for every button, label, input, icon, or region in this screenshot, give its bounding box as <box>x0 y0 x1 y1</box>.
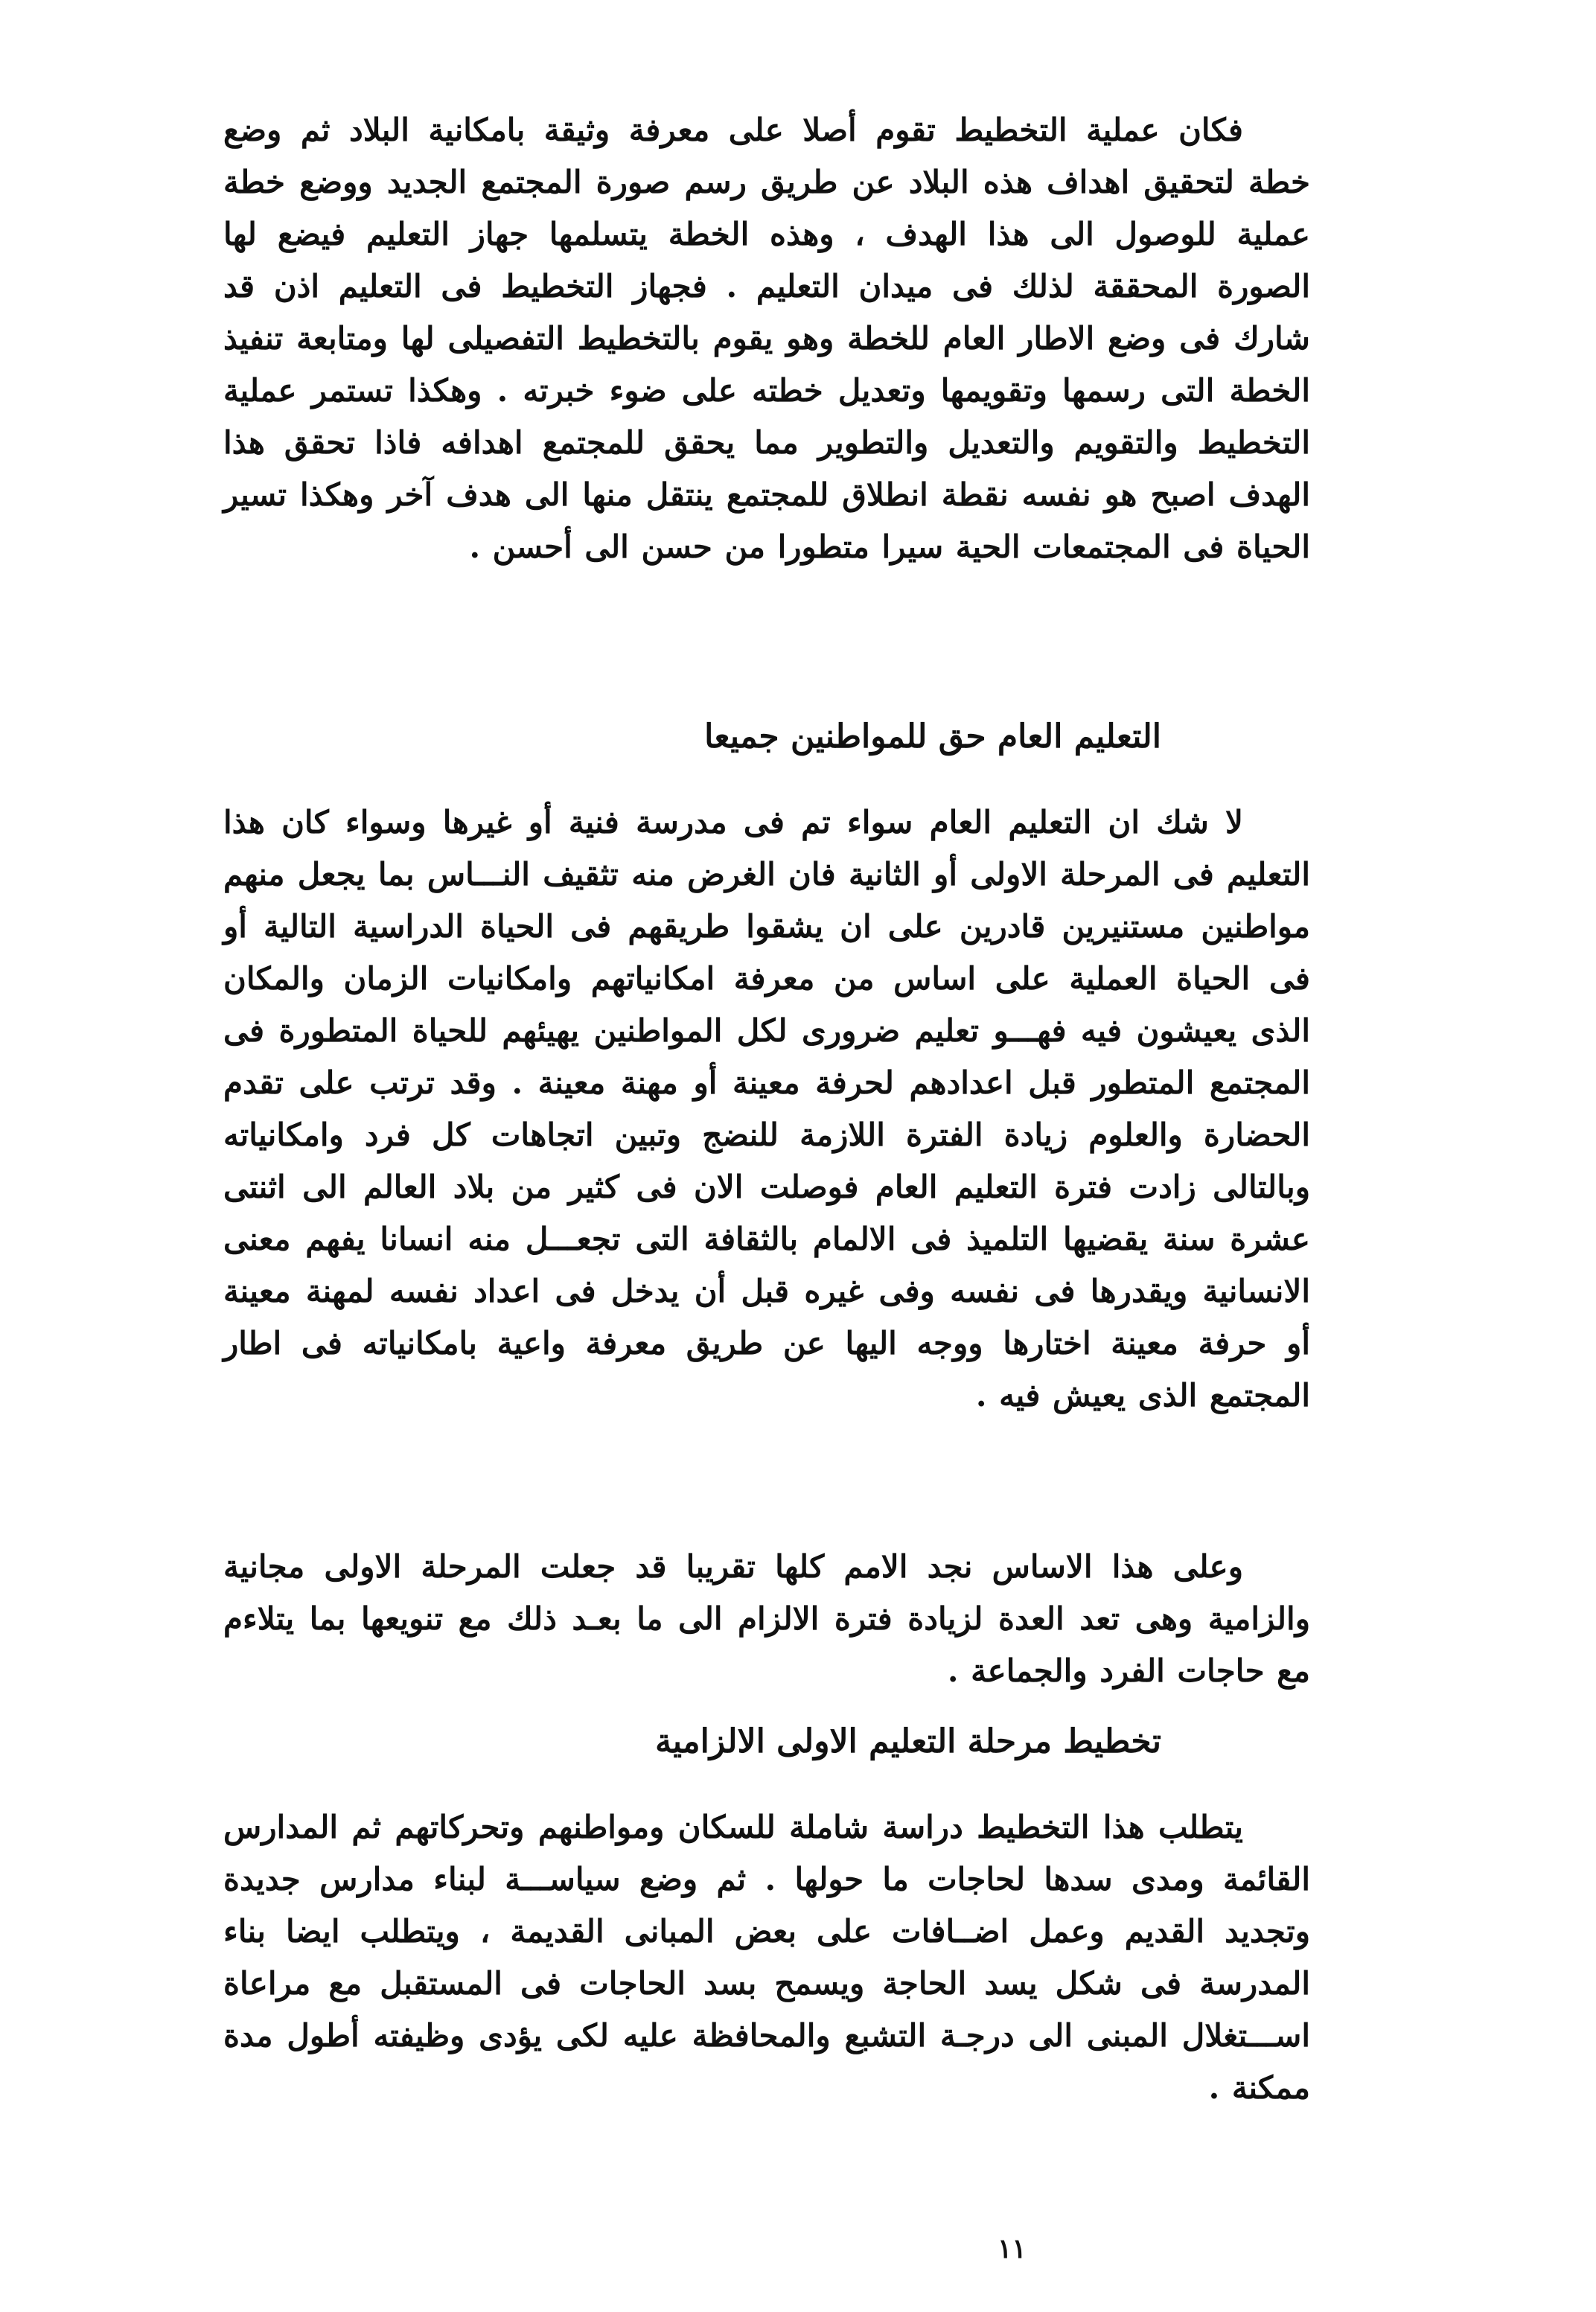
paragraph-compulsory-stage: وعلى هذا الاساس نجد الامم كلها تقريبا قد جعلت المرحلة الاولى مجانية والزامية وهى تعد العدة لزيادة فترة الالزام الى ما بعـد ذلك مع تنويعها بما يتلاءم مع حاجات الفرد والجماعة . <box>223 1548 1310 1689</box>
section-heading-first-stage-planning: تخطيط مرحلة التعليم الاولى الالزامية <box>655 1722 1161 1760</box>
paragraph-school-building-planning: يتطلب هذا التخطيط دراسة شاملة للسكان ومواطنهم وتحركاتهم ثم المدارس القائمة ومدى سدها لحاجات ما حولها . ثم وضع سياســـة لبناء مدارس جديدة وتجديد القديم وعمل اضــافات على بعض المبانى القديمة ، ويتطلب ايضا بناء المدرسة فى شكل يسد الحاجة ويسمح بسد الحاجات فى المستقبل مع مراعاة اســـتغلال المبنى الى درجـة التشبع والمحافظة عليه لكى يؤدى وظيفته أطول مدة ممكنة . <box>223 1809 1311 2106</box>
paragraph-planning-process: فكان عملية التخطيط تقوم أصلا على معرفة وثيقة بامكانية البلاد ثم وضع خطة لتحقيق اهداف هذه البلاد عن طريق رسم صورة المجتمع الجديد ووضع خطة عملية للوصول الى هذا الهدف ، وهذه الخطة يتسلمها جهاز التعليم فيضع لها الصورة المحققة لذلك فى ميدان التعليم . فجهاز التخطيط فى التعليم اذن قد شارك فى وضع الاطار العام للخطة وهو يقوم بالتخطيط التفصيلى لها ومتابعة تنفيذ الخطة التى رسمها وتقويمها وتعديل خطته على ضوء خبرته . وهكذا تستمر عملية التخطيط والتقويم والتعديل والتطوير مما يحقق للمجتمع اهدافه فاذا تحقق هذا الهدف اصبح هو نفسه نقطة انطلاق للمجتمع ينتقل منها الى هدف آخر وهكذا تسير الحياة فى المجتمعات الحية سيرا متطورا من حسن الى أحسن . <box>223 112 1310 565</box>
page-number: ١١ <box>998 2233 1027 2264</box>
paragraph-general-education: لا شك ان التعليم العام سواء تم فى مدرسة فنية أو غيرها وسواء كان هذا التعليم فى المرحلة الاولى أو الثانية فان الغرض منه تثقيف النـــاس بما يجعل منهم مواطنين مستنيرين قادرين على ان يشقوا طريقهم فى الحياة الدراسية التالية أو فى الحياة العملية على اساس من معرفة امكانياتهم وامكانيات الزمان والمكان الذى يعيشون فيه فهـــو تعليم ضرورى لكل المواطنين يهيئهم للحياة المتطورة فى المجتمع المتطور قبل اعدادهم لحرفة معينة أو مهنة معينة . وقد ترتب على تقدم الحضارة والعلوم زيادة الفترة اللازمة للنضج وتبين اتجاهات كل فرد وامكانياته وبالتالى زادت فترة التعليم العام فوصلت الان فى كثير من بلاد العالم الى اثنتى عشرة سنة يقضيها التلميذ فى الالمام بالثقافة التى تجعـــل منه انسانا يفهم معنى الانسانية ويقدرها فى نفسه وفى غيره قبل أن يدخل فى اعداد نفسه لمهنة معينة أو حرفة معينة اختارها ووجه اليها عن طريق معرفة واعية بامكانياته فى اطار المجتمع الذى يعيش فيه . <box>223 804 1311 1414</box>
document-page <box>223 104 1310 2263</box>
section-heading-general-education: التعليم العام حق للمواطنين جميعا <box>704 718 1161 756</box>
